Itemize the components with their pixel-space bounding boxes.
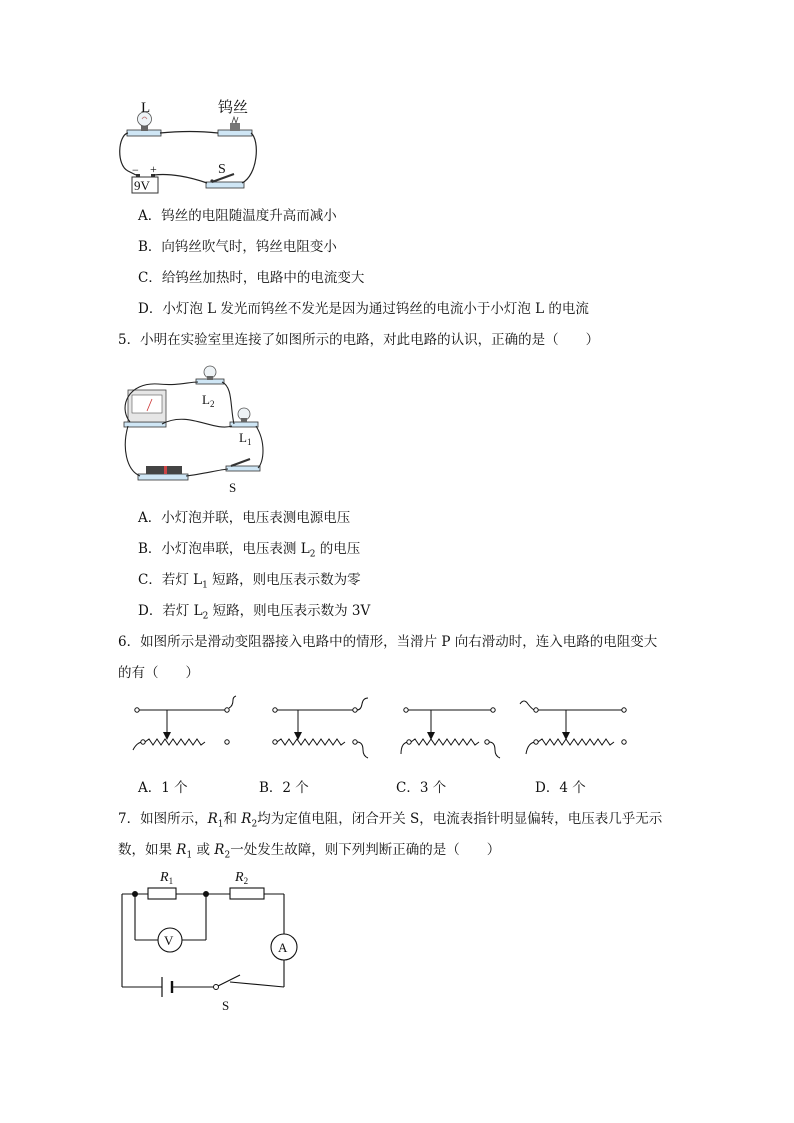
rheostat-figure-1 [133, 696, 236, 750]
lamp-l2-icon [196, 366, 224, 384]
switch-label: S [222, 998, 230, 1013]
q6-rheostat-figures [125, 694, 645, 769]
q4-option-b: B．向钨丝吹气时，钨丝电阻变小 [138, 239, 337, 255]
r1-label: $R_1$ [160, 870, 174, 886]
q4-label-s: S [218, 162, 226, 177]
junction-node-left [132, 891, 138, 897]
battery-label: 9V [134, 178, 150, 193]
voltmeter-icon [124, 390, 166, 427]
q6-option-c: C．3 个 [396, 780, 447, 796]
resistor-r2 [230, 888, 264, 899]
q6-option-a: A．1 个 [138, 780, 188, 796]
battery-plus: + [150, 162, 157, 176]
battery-cell-symbol [162, 977, 172, 997]
q5-option-c: C．若灯 $L_1$ 短路，则电压表示数为零 [138, 572, 361, 591]
q4-label-l: L [141, 100, 151, 116]
q6-option-b: B．2 个 [259, 780, 309, 796]
tungsten-wire-icon [218, 117, 252, 136]
battery-holder-icon [138, 466, 188, 480]
q4-option-c: C．给钨丝加热时，电路中的电流变大 [138, 270, 365, 286]
junction-node-right [203, 891, 209, 897]
ammeter-label: A [278, 940, 288, 955]
q7-stem-line2: 数，如果 $R_1$ 或 $R_2$一处发生故障，则下列判断正确的是（ ） [118, 842, 501, 861]
q5-option-d: D．若灯 $L_2$ 短路，则电压表示数为 3V [138, 603, 371, 622]
q5-stem: 5．小明在实验室里连接了如图所示的电路，对此电路的认识，正确的是（ ） [118, 332, 600, 348]
lamp-l1-icon [230, 408, 258, 427]
q7-circuit-diagram [118, 862, 308, 1012]
r2-label: $R_2$ [235, 870, 249, 886]
rheostat-figure-3 [401, 708, 500, 758]
q5-circuit-figure [118, 362, 268, 497]
resistor-r1 [148, 888, 176, 899]
q5-option-b: B．小灯泡串联，电压表测 $L_2$ 的电压 [138, 541, 361, 560]
q5-label-s: S [229, 480, 237, 495]
q5-label-l2: $L_2$ [202, 392, 215, 409]
rheostat-figure-4 [520, 701, 626, 754]
q6-stem-line2: 的有（ ） [118, 665, 199, 681]
q7-stem-line1: 7．如图所示，$R_1$和 $R_2$均为定值电阻，闭合开关 S，电流表指针明显偏转，电压表几乎无示 [118, 811, 663, 830]
battery-minus: − [132, 163, 139, 177]
q6-option-d: D．4 个 [535, 780, 586, 796]
switch-s-icon [226, 459, 260, 471]
q4-circuit-figure [110, 95, 270, 205]
voltmeter-label: V [164, 933, 174, 948]
q4-option-d: D．小灯泡 L 发光而钨丝不发光是因为通过钨丝的电流小于小灯泡 L 的电流 [138, 301, 589, 317]
rheostat-figure-2 [273, 698, 368, 758]
q5-label-l1: $L_1$ [239, 430, 252, 447]
q4-option-a: A．钨丝的电阻随温度升高而减小 [138, 208, 337, 224]
q6-stem-line1: 6．如图所示是滑动变阻器接入电路中的情形，当滑片 P 向右滑动时，连入电路的电阻变大 [118, 634, 658, 650]
q4-label-wire: 钨丝 [218, 100, 249, 116]
q5-option-a: A．小灯泡并联，电压表测电源电压 [138, 510, 351, 526]
